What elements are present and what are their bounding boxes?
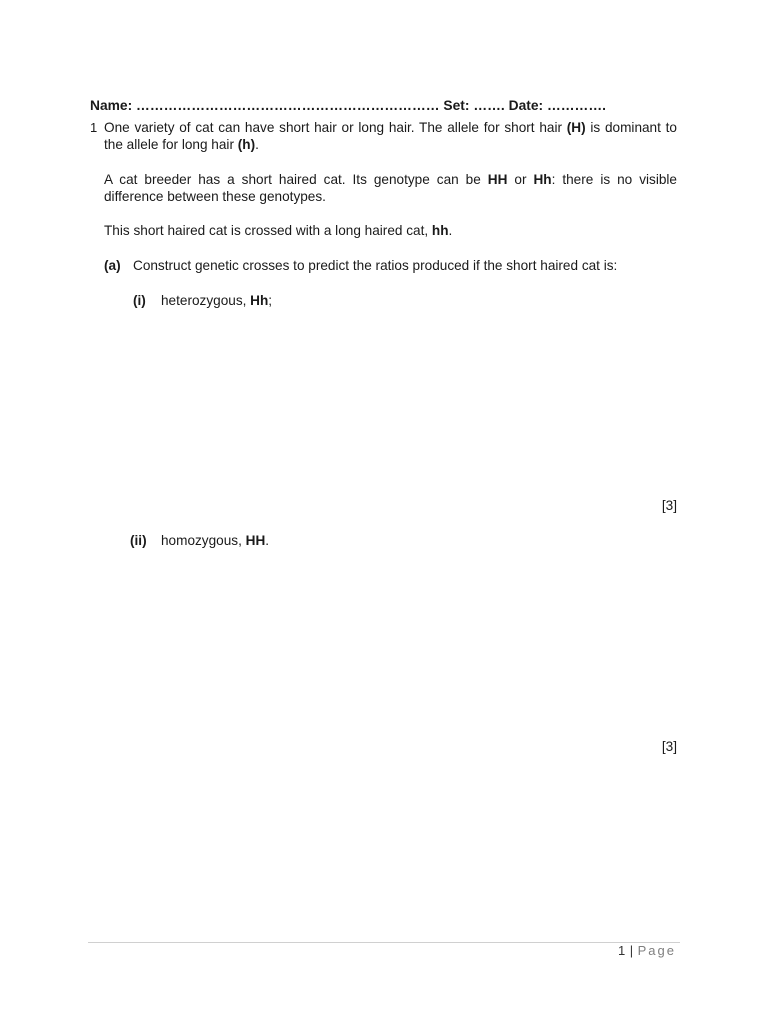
cross-end: . [448,223,453,238]
intro-end: . [255,137,259,152]
cross-text: This short haired cat is crossed with a long haired cat, [104,223,432,238]
footer-divider [88,942,680,943]
page-word: Page [637,943,676,958]
name-dots: ………………………………………………………… [136,98,440,113]
name-set-date-header [90,98,606,113]
page-footer [618,943,676,958]
sub-i-genotype: Hh [250,293,269,308]
sub-i-end: ; [268,293,273,308]
set-label: Set: [443,98,470,113]
page-number: 1 [618,943,626,958]
genotype-HH: HH [487,172,508,187]
intro-text: One variety of cat can have short hair or long hair. The allele for short hair [104,120,567,135]
sub-ii-marks: [3] [661,739,677,754]
cross-paragraph [104,222,677,239]
sub-ii-text [161,533,269,548]
breeder-text: A cat breeder has a short haired cat. Its genotype can be [104,172,488,187]
set-dots: ……. [473,98,505,113]
sub-ii-end: . [265,533,270,548]
part-a-text: Construct genetic crosses to predict the ratios produced if the short haired cat is: [133,258,618,273]
sub-i-desc: heterozygous, [161,293,251,308]
breeder-text-2: : there is no visible difference between these genotypes. [104,172,677,204]
intro-text-2: is dominant to the allele for long hair [104,120,677,152]
sub-ii-genotype: HH [245,533,266,548]
breeder-or: or [507,172,534,187]
question-number: 1 [90,120,98,135]
sub-ii-desc: homozygous, [161,533,246,548]
breeder-paragraph [104,171,677,205]
sub-ii-label: (ii) [130,533,147,548]
part-a-label: (a) [104,258,121,273]
genotype-hh: hh [431,223,449,238]
question-intro [104,119,677,153]
sub-i-marks: [3] [661,498,677,513]
date-dots: …………. [546,98,606,113]
name-label: Name: [90,98,133,113]
genotype-Hh: Hh [533,172,552,187]
footer-separator: | [629,943,634,958]
recessive-allele: (h) [237,137,256,152]
date-label: Date: [508,98,544,113]
sub-i-label: (i) [133,293,146,308]
dominant-allele: (H) [566,120,586,135]
sub-i-text [161,293,272,308]
